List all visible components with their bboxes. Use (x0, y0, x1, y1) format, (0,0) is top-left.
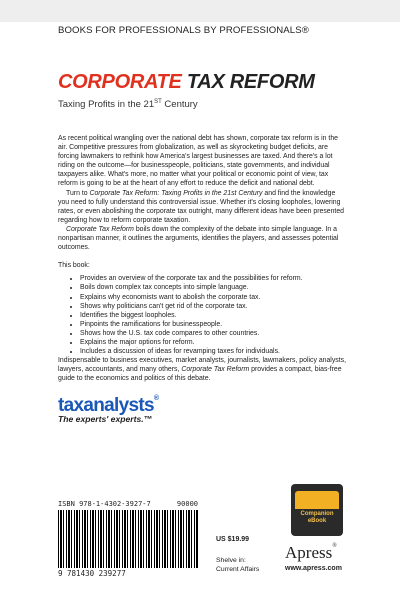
title-part-corporate: CORPORATE (58, 71, 182, 93)
subtitle-text: Taxing Profits in the 21 (58, 99, 155, 111)
list-item: • Shows why politicians can't get rid of the corporate tax. (80, 302, 348, 311)
shelve-label: Shelve in: (216, 557, 246, 564)
apress-registered-mark: ® (332, 543, 337, 549)
list-item: • Boils down complex tax concepts into simple language. (80, 283, 348, 292)
barcode-digits: 9 781430 239277 (58, 569, 126, 578)
list-item: • Identifies the biggest loopholes. (80, 311, 348, 320)
closing-lead: Indispensable to business executives, market analysts, journalists, lawmakers, policy analysts, lawyers, accountants, and many others, (58, 357, 347, 374)
companion-ebook-text (293, 511, 341, 525)
feature-list (58, 274, 348, 356)
list-item: • Explains the major options for reform. (80, 338, 348, 347)
list-item: • Pinpoints the ramifications for businesspeople. (80, 320, 348, 329)
logo-tagline-text: The experts' experts. (58, 414, 144, 424)
para2-rest: and find the knowledge you need to fully understand this controversial issue. Whether it's closing loopholes, lowering rates, or even abolishing the corporate tax outright, many different ideas have been presented regarding how to reform corporate taxation. (58, 189, 345, 224)
taxanalysts-logo (58, 395, 158, 424)
top-banner (0, 0, 400, 22)
price: US $19.99 (216, 536, 250, 543)
barcode-bars (58, 510, 198, 568)
title-part-tax-reform: TAX REFORM (186, 71, 315, 93)
list-item: • Includes a discussion of ideas for revamping taxes for individuals. (80, 347, 348, 356)
isbn-line (58, 500, 198, 508)
apress-url: www.apress.com (285, 565, 342, 572)
closing-book-title: Corporate Tax Reform (181, 366, 250, 374)
subtitle-text-end: Century (161, 99, 198, 111)
logo-tagline (58, 414, 158, 424)
list-item: • Explains why economists want to abolish the corporate tax. (80, 293, 348, 302)
logo-registered-mark: ® (153, 395, 159, 402)
isbn-label: ISBN 978-1-4302-3927-7 (58, 500, 151, 508)
companion-line-1: Companion (300, 511, 334, 517)
book-title (58, 71, 315, 94)
list-item: • Provides an overview of the corporate tax and the possibilities for reform. (80, 274, 348, 283)
logo-word-text: taxanalysts (58, 395, 154, 416)
isbn-addon: 90000 (176, 500, 198, 508)
paragraph-turn-to (58, 189, 348, 225)
book-subtitle (58, 99, 198, 110)
para2-lead: Turn to (66, 189, 90, 197)
series-tagline: BOOKS FOR PROFESSIONALS BY PROFESSIONALS® (58, 25, 309, 36)
apress-logo (285, 543, 337, 563)
paragraph-closing (58, 356, 348, 383)
isbn-barcode (58, 500, 198, 578)
list-item: • Shows how the U.S. tax code compares to other countries. (80, 329, 348, 338)
paragraph-intro: As recent political wrangling over the national debt has shown, corporate tax reform is in the air. Competitive pressures from globalization, as well as skyrocketing budget deficits, are forcing lawmakers to rethink how America's largest businesses are taxed. And there's a lot riding on the outcome—for businesspeople, politicians, state governments, and individual taxpayers alike. What's more, no matter what your political or economic point of view, tax reform is going to be at the heart of any effort to reduce the deficit and national debt. (58, 135, 338, 188)
para2-book-title: Corporate Tax Reform: Taxing Profits in the 21st Century (89, 189, 263, 197)
companion-ebook-tab (295, 491, 339, 509)
logo-trademark: ™ (143, 414, 153, 424)
companion-ebook-badge (291, 484, 343, 536)
back-cover-copy (58, 134, 348, 383)
apress-name: Apress (285, 543, 333, 562)
closing-rest: provides a compact, bias-free guide to the economics and politics of this debate. (58, 366, 342, 383)
subtitle-superscript: ST (154, 99, 162, 105)
shelving-info (216, 556, 259, 574)
para3-book-title: Corporate Tax Reform (66, 225, 134, 233)
para3-rest: boils down the complexity of the debate into simple language. In a nonpartisan manner, it outlines the arguments, identifies the players, and assesses potential outcomes. (58, 225, 339, 252)
paragraph-boils-down (58, 225, 348, 252)
this-book-label: This book: (58, 262, 90, 270)
companion-line-2: eBook (307, 518, 327, 524)
shelve-category: Current Affairs (216, 566, 260, 573)
